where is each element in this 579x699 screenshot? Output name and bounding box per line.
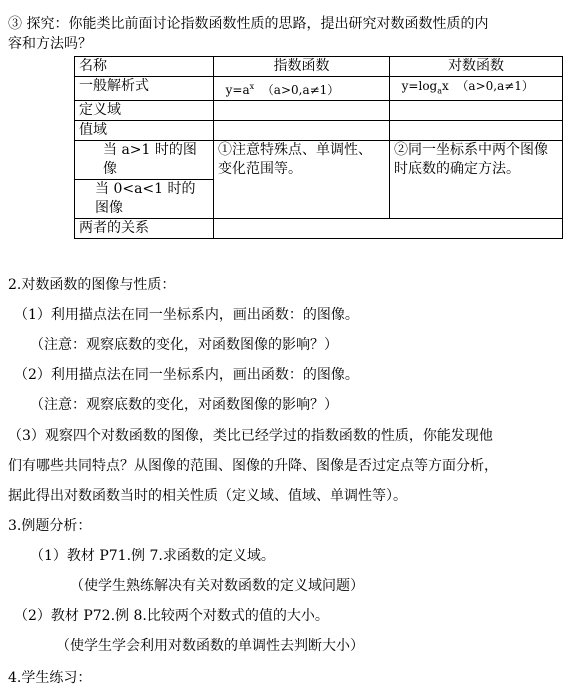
section2-item1-note: （注意：观察底数的变化，对函数图像的影响？）	[30, 337, 338, 353]
section3-example2-note: （使学生学会利用对数函数的单调性去判断大小）	[56, 638, 364, 654]
table-row-a-gt1	[75, 141, 563, 180]
section2-item2: （2）利用描点法在同一坐标系内，画出函数：的图像。	[14, 367, 359, 383]
log-formula: $y=\log_ax$ （a>0,a≠1）	[390, 77, 563, 101]
section2-item2-note: （注意：观察底数的变化，对函数图像的影响？）	[30, 397, 338, 413]
section3-example1-note: （使学生熟练解决有关对数函数的定义域问题）	[70, 578, 364, 594]
section-heading-line1: ③ 探究：你能类比前面讨论指数函数性质的思路，提出研究对数函数性质的内	[8, 16, 489, 32]
label-relation: 两者的关系	[75, 219, 214, 239]
table-row-range	[75, 121, 563, 141]
table-row-relation	[75, 219, 563, 239]
note-logarithmic: ②同一坐标系中两个图像时底数的确定方法。	[390, 141, 563, 219]
header-exponential: 指数函数	[214, 57, 390, 77]
section3-title: 3.例题分析：	[8, 518, 92, 534]
table-row-domain	[75, 101, 563, 121]
section2-title: 2.对数函数的图像与性质：	[8, 277, 176, 293]
label-range: 值域	[75, 121, 214, 141]
section2-item3-line1: （3）观察四个对数函数的图像，类比已经学过的指数函数的性质，你能发现他	[8, 428, 493, 444]
section2-item3-line2: 们有哪些共同特点？从图像的范围、图像的升降、图像是否过定点等方面分析，	[8, 458, 498, 474]
note-exponential: ①注意特殊点、单调性、变化范围等。	[214, 141, 390, 219]
header-name: 名称	[75, 57, 214, 77]
section3-example2: （2）教材 P72.例 8.比较两个对数式的值的大小。	[14, 608, 329, 624]
section2-item3-line3: 据此得出对数函数当时的相关性质（定义域、值域、单调性等）。	[8, 488, 407, 504]
label-domain: 定义域	[75, 101, 214, 121]
header-logarithmic: 对数函数	[390, 57, 563, 77]
section-heading-line2: 容和方法吗？	[8, 36, 92, 52]
section4-title: 4.学生练习：	[8, 670, 92, 686]
exp-formula: $y=a^x$ （a>0,a≠1）	[214, 77, 390, 101]
label-formula: 一般解析式	[75, 77, 214, 101]
label-a-lt1: 当 0<a<1 时的图像	[75, 180, 214, 219]
section3-example1: （1）教材 P71.例 7.求函数的定义域。	[30, 548, 275, 564]
label-a-gt1: 当 a>1 时的图像	[75, 141, 214, 180]
table-header-row	[75, 57, 563, 77]
section2-item1: （1）利用描点法在同一坐标系内，画出函数：的图像。	[14, 307, 359, 323]
table-row-formula	[75, 77, 563, 101]
comparison-table	[74, 56, 563, 239]
